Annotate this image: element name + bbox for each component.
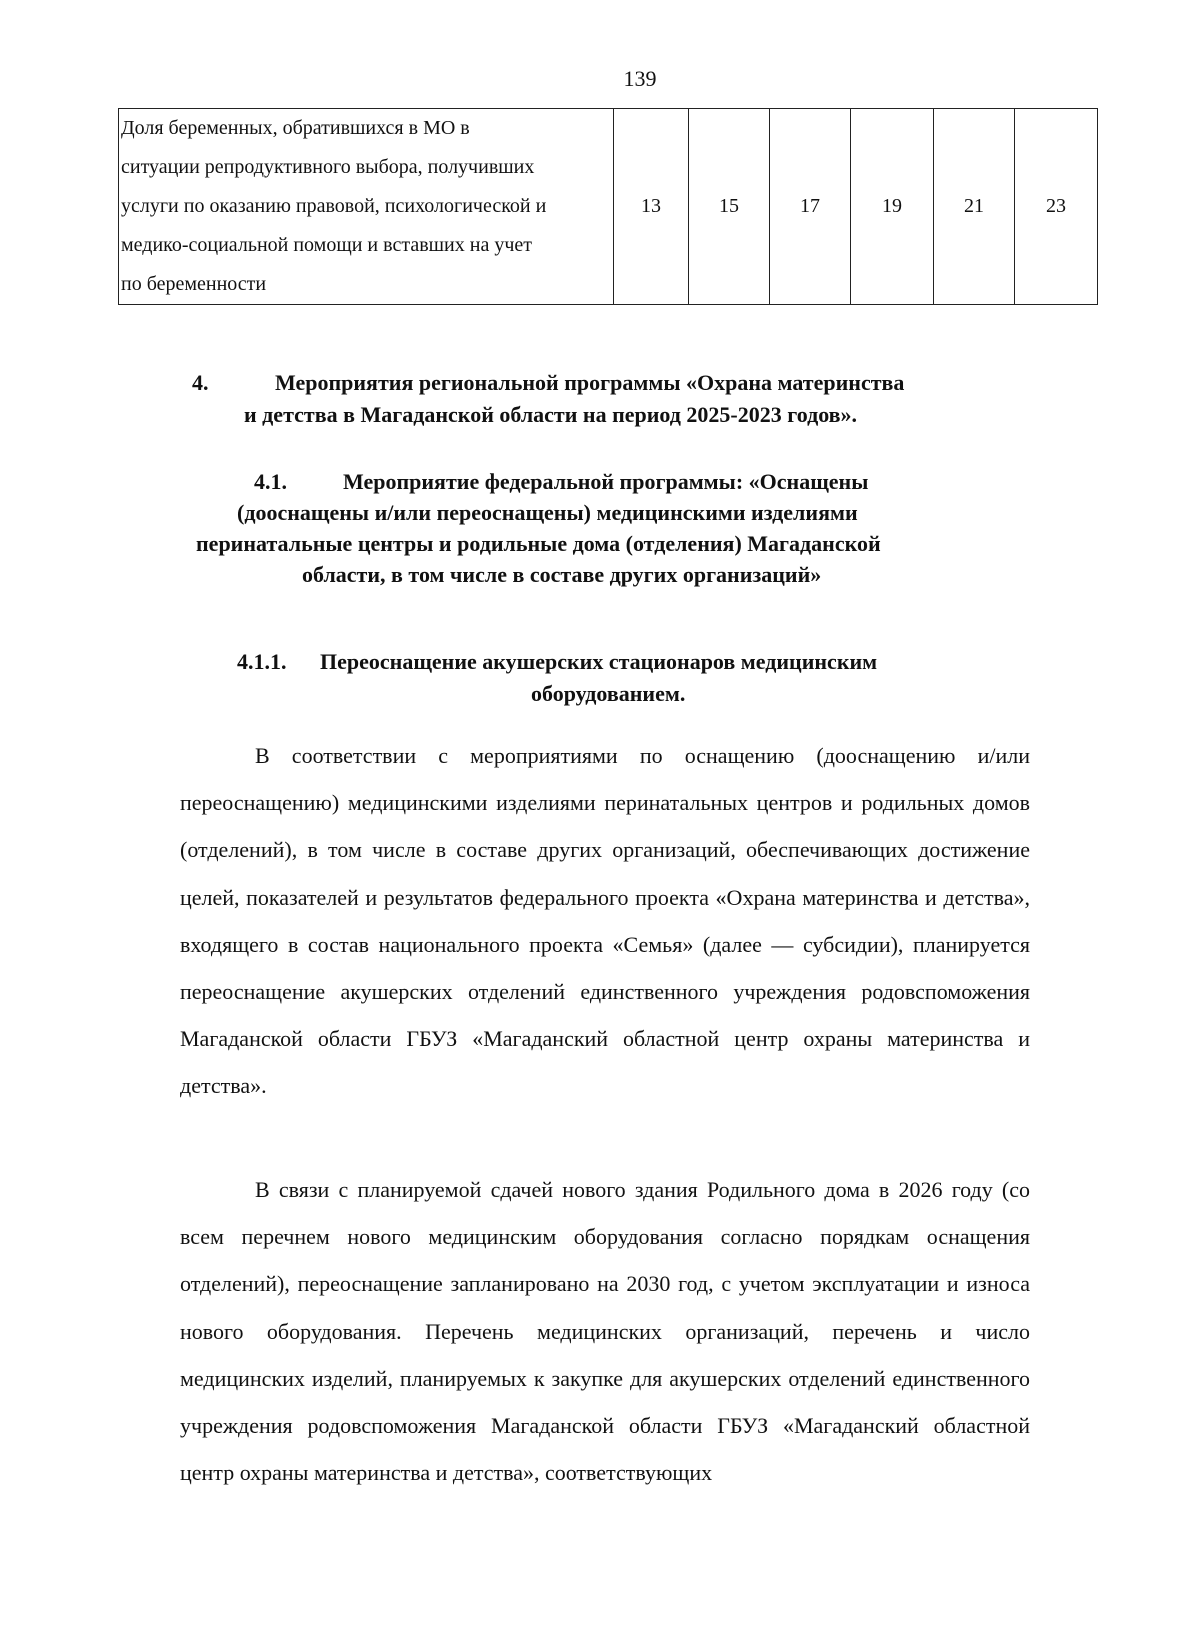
- indicator-name-line: ситуации репродуктивного выбора, получивших: [121, 156, 535, 178]
- paragraph: В соответствии с мероприятиями по оснащению (дооснащению и/или переоснащению) медицинскими изделиями перинатальных центров и родильных домов (отделений), в том числе в составе других организаций, обеспечивающих достижение целей, показателей и результатов федерального проекта «Охрана материнства и детства», входящего в состав национального проекта «Семья» (далее — субсидии), планируется переоснащение акушерских отделений единственного учреждения родовспоможения Магаданской области ГБУЗ «Магаданский областной центр охраны материнства и детства».: [180, 743, 1030, 1099]
- value-cell: 19: [851, 109, 934, 305]
- value-cell: 15: [689, 109, 770, 305]
- section-number: 4.: [192, 370, 209, 395]
- page-number: 139: [623, 66, 657, 91]
- indicator-table: [118, 108, 1098, 305]
- indicator-name-cell: [119, 109, 614, 305]
- heading-line: (дооснащены и/или переоснащены) медицинскими изделиями: [237, 500, 858, 525]
- heading-line: оборудованием.: [531, 681, 686, 706]
- section-number: 4.1.: [254, 469, 287, 494]
- value-cell: 17: [770, 109, 851, 305]
- paragraph: В связи с планируемой сдачей нового здания Родильного дома в 2026 году (со всем перечнем нового медицинским оборудования согласно порядкам оснащения отделений), переоснащение запланировано на 2030 год, с учетом эксплуатации и износа нового оборудования. Перечень медицинских организаций, перечень и число медицинских изделий, планируемых к закупке для акушерских отделений единственного учреждения родовспоможения Магаданской области ГБУЗ «Магаданский областной центр охраны материнства и детства», соответствующих: [180, 1177, 1030, 1486]
- value-cell: 23: [1015, 109, 1098, 305]
- indicator-name-line: по беременности: [121, 273, 267, 295]
- heading-line: Мероприятие федеральной программы: «Оснащены: [343, 469, 869, 494]
- heading-line: и детства в Магаданской области на период 2025-2023 годов».: [244, 402, 858, 427]
- heading-line: Мероприятия региональной программы «Охрана материнства: [275, 370, 905, 395]
- heading-line: области, в том числе в составе других организаций»: [302, 562, 822, 587]
- indicator-name-line: Доля беременных, обратившихся в МО в: [121, 117, 470, 139]
- table-row: [119, 109, 1098, 305]
- heading-line: перинатальные центры и родильные дома (отделения) Магаданской: [196, 531, 881, 556]
- indicator-name-line: услуги по оказанию правовой, психологической и: [121, 195, 547, 217]
- indicator-name-line: медико-социальной помощи и вставших на учет: [121, 234, 533, 256]
- value-cell: 13: [614, 109, 689, 305]
- value-cell: 21: [934, 109, 1015, 305]
- section-number: 4.1.1.: [237, 649, 287, 674]
- heading-line: Переоснащение акушерских стационаров медицинским: [320, 649, 878, 674]
